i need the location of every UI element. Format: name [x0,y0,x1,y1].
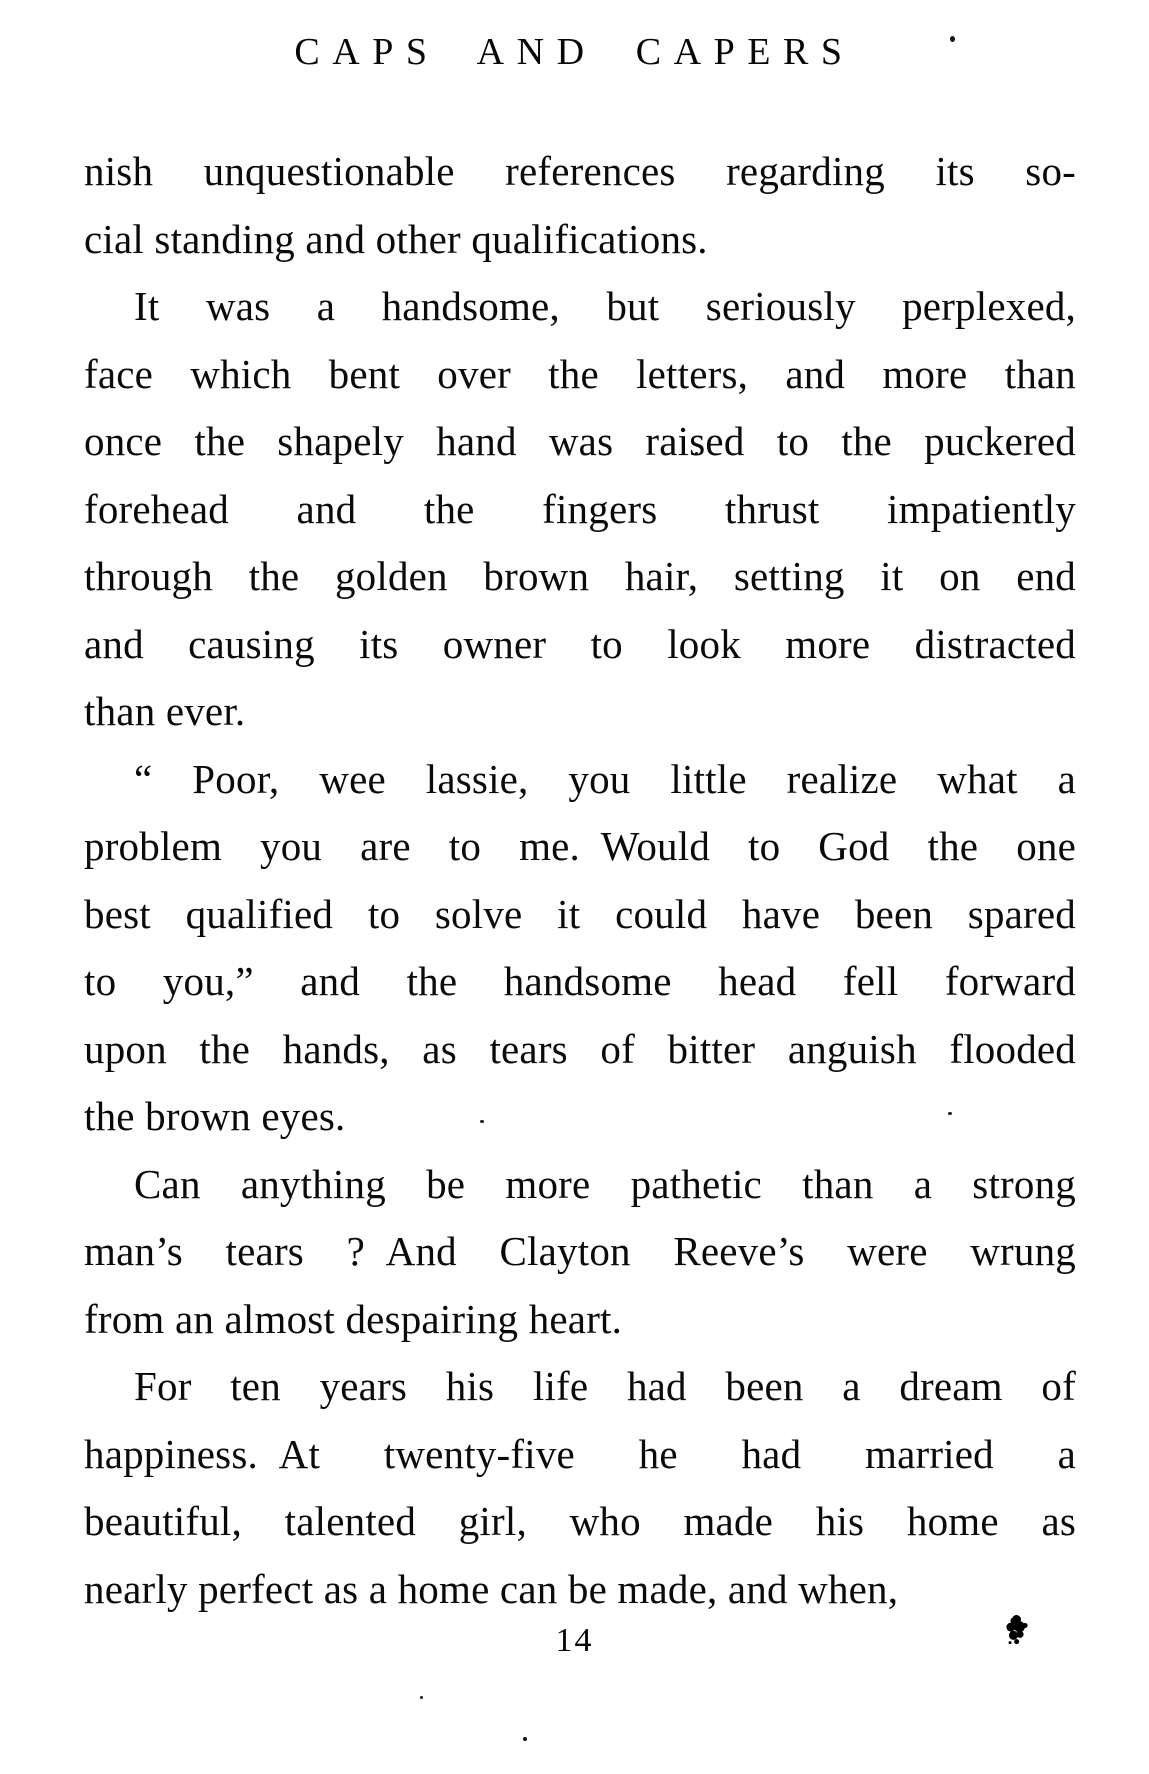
paragraph [84,1151,1076,1354]
text-line: upon the hands, as tears of bitter anguish flooded [84,1025,1076,1072]
text-line: face which bent over the letters, and more than [84,350,1076,397]
paragraph [84,273,1076,746]
running-head: CAPS AND CAPERS [294,31,855,73]
text-line: man’s tears ? And Clayton Reeve’s were wrung [84,1228,1076,1274]
text-line: cial standing and other qualifications. [84,215,708,262]
text-line: once the shapely hand was raised to the puckered [84,418,1076,464]
text-line: through the golden brown hair, setting it on end [84,553,1076,599]
text-line: nearly perfect as a home can be made, and when, [84,1565,899,1612]
speck [420,1696,423,1699]
text-line: beautiful, talented girl, who made his home as [84,1498,1076,1544]
text-line: forehead and the fingers thrust impatiently [84,485,1076,532]
speck [950,36,955,42]
text-line: and causing its owner to look more distracted [84,620,1076,667]
text-line: best qualified to solve it could have been spared [84,890,1076,937]
text-line: problem you are to me. Would to God the one [84,823,1076,869]
paragraph [84,138,1076,273]
page-body [84,138,1076,1623]
speck [523,1737,527,1741]
text-line: the brown eyes. [84,1093,346,1139]
text-line: nish unquestionable references regarding its so- [84,148,1076,194]
text-line: from an almost despairing heart. [84,1295,623,1342]
text-line: It was a handsome, but seriously perplexed, [134,283,1076,329]
text-line: Can anything be more pathetic than a strong [134,1160,1076,1207]
text-line: to you,” and the handsome head fell forward [84,958,1076,1004]
paragraph [84,746,1076,1151]
text-line: happiness. At twenty-five he had married a [84,1430,1076,1477]
paragraph [84,1353,1076,1623]
text-line: than ever. [84,688,246,734]
page-number: 14 [555,1622,594,1659]
text-line: “ Poor, wee lassie, you little realize what a [134,755,1076,802]
text-line: For ten years his life had been a dream of [134,1363,1076,1409]
